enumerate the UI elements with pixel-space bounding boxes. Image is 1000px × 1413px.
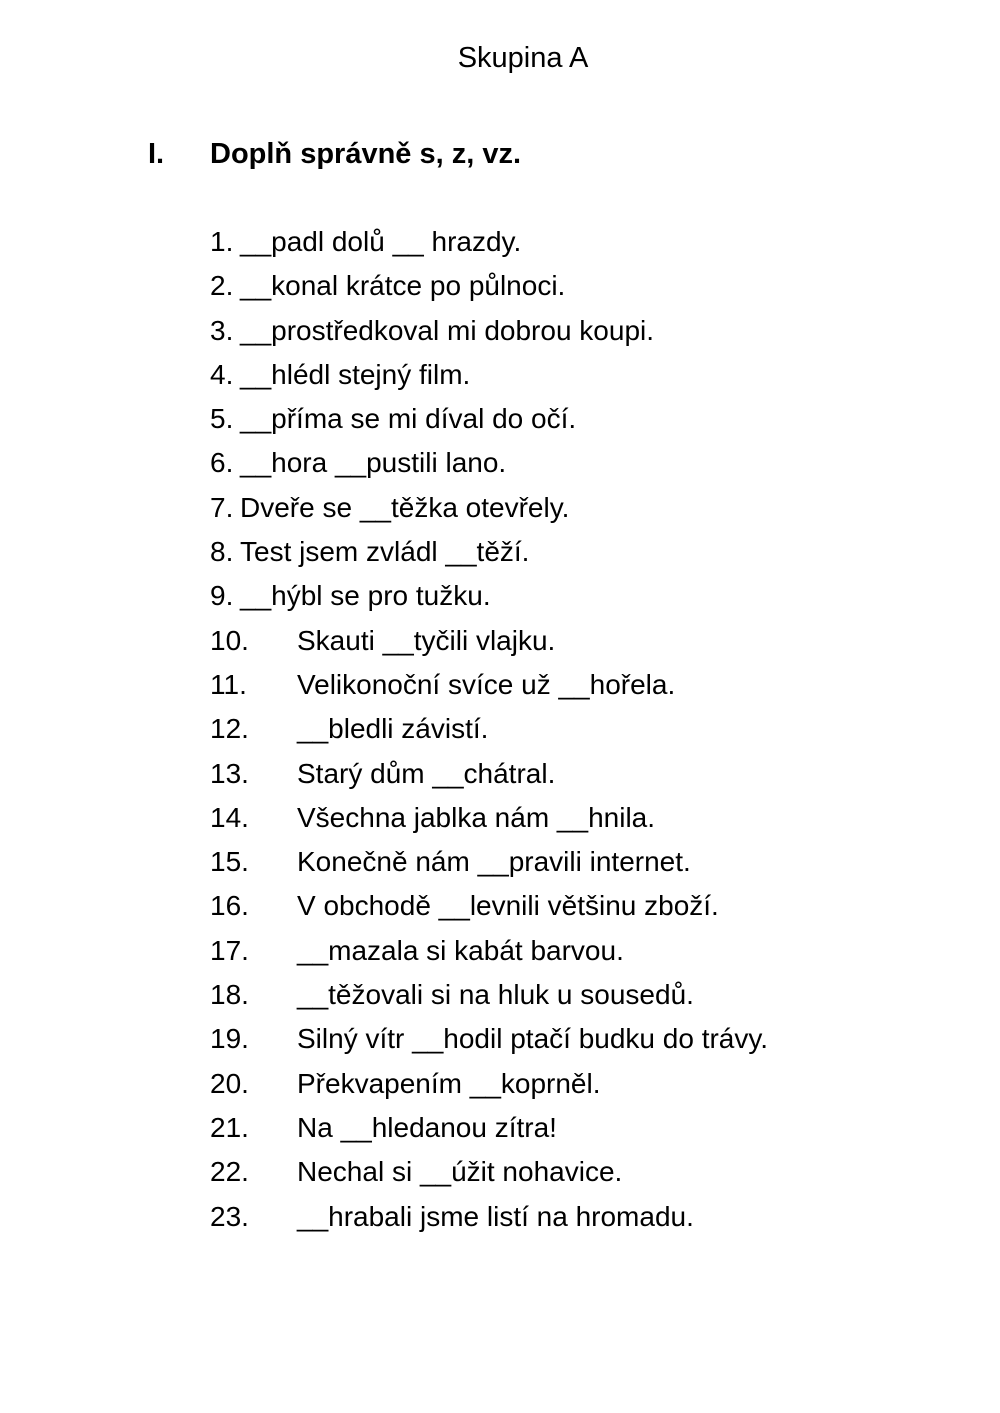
exercise-item-number: 22. xyxy=(210,1156,249,1188)
exercise-item-text: __padl dolů __ hrazdy. xyxy=(240,226,522,257)
exercise-item xyxy=(210,397,768,441)
exercise-item xyxy=(210,796,768,840)
section-number: I. xyxy=(148,138,165,170)
exercise-item-text: Starý dům __chátral. xyxy=(297,757,556,789)
exercise-item xyxy=(210,353,768,397)
exercise-item-text: __prostředkoval mi dobrou koupi. xyxy=(240,314,655,346)
exercise-item-text: Nechal si __úžit nohavice. xyxy=(297,1156,623,1188)
exercise-item xyxy=(210,1062,768,1106)
exercise-item-number: 12. xyxy=(210,713,249,745)
exercise-item-text: V obchodě __levnili většinu zboží. xyxy=(297,890,719,922)
exercise-item-text: Na __hledanou zítra! xyxy=(297,1111,557,1143)
exercise-item-number: 11. xyxy=(210,668,247,700)
exercise-item-number: 10. xyxy=(210,624,249,656)
exercise-item xyxy=(210,929,768,973)
exercise-item-text: __hýbl se pro tužku. xyxy=(240,580,491,612)
exercise-item-text: Silný vítr __hodil ptačí budku do trávy. xyxy=(297,1023,769,1055)
exercise-item xyxy=(210,840,768,884)
exercise-item-number: 13. xyxy=(210,757,249,789)
exercise-item-text: __hora __pustili lano. xyxy=(240,447,507,479)
section-instruction: Doplň správně s, z, vz. xyxy=(210,138,522,170)
exercise-item-number: 2. xyxy=(210,270,234,302)
exercise-item xyxy=(210,1017,768,1061)
exercise-item xyxy=(210,574,768,618)
exercise-item-text: Test jsem zvládl __těží. xyxy=(240,536,530,568)
exercise-item xyxy=(210,309,768,353)
exercise-item-number: 8. xyxy=(210,536,234,568)
exercise-item-text: __hrabali jsme listí na hromadu. xyxy=(297,1200,694,1232)
exercise-item-number: 21. xyxy=(210,1111,249,1143)
exercise-item xyxy=(210,220,768,264)
exercise-item-text: __hlédl stejný film. xyxy=(240,358,471,390)
section-heading xyxy=(148,134,521,174)
exercise-item-number: 19. xyxy=(210,1023,249,1055)
exercise-item-text: Všechna jablka nám __hnila. xyxy=(297,801,656,833)
exercise-item-text: __příma se mi díval do očí. xyxy=(240,403,577,435)
exercise-item-text: __těžovali si na hluk u sousedů. xyxy=(297,979,694,1011)
exercise-item-number: 5. xyxy=(210,403,234,435)
exercise-item-text: Konečně nám __pravili internet. xyxy=(297,846,691,878)
exercise-item-number: 20. xyxy=(210,1067,249,1099)
exercise-item xyxy=(210,619,768,663)
exercise-item-text: __bledli závistí. xyxy=(297,713,489,745)
exercise-item xyxy=(210,486,768,530)
exercise-item-text: __mazala si kabát barvou. xyxy=(297,934,624,966)
exercise-item-text: Překvapením __koprněl. xyxy=(297,1067,601,1099)
exercise-item-number: 18. xyxy=(210,979,249,1011)
exercise-item-number: 9. xyxy=(210,580,234,612)
exercise-item xyxy=(210,884,768,928)
exercise-item-number: 14. xyxy=(210,801,249,833)
exercise-item-number: 1. xyxy=(210,226,234,257)
exercise-item-number: 4. xyxy=(210,358,234,390)
exercise-item-number: 6. xyxy=(210,447,234,479)
exercise-item xyxy=(210,973,768,1017)
page-title: Skupina A xyxy=(457,42,589,74)
exercise-item xyxy=(210,1106,768,1150)
exercise-item-number: 16. xyxy=(210,890,249,922)
exercise-list xyxy=(210,220,768,1239)
exercise-item xyxy=(210,530,768,574)
exercise-item xyxy=(210,264,768,308)
exercise-item xyxy=(210,1195,768,1239)
exercise-item-text: __konal krátce po půlnoci. xyxy=(240,270,566,302)
exercise-item-number: 15. xyxy=(210,846,249,878)
exercise-item-number: 7. xyxy=(210,491,234,523)
exercise-item-text: Dveře se __těžka otevřely. xyxy=(240,491,570,523)
exercise-item xyxy=(210,1150,768,1194)
exercise-item xyxy=(210,707,768,751)
exercise-item-text: Skauti __tyčili vlajku. xyxy=(297,624,556,656)
exercise-item-number: 17. xyxy=(210,934,249,966)
exercise-item-text: Velikonoční svíce už __hořela. xyxy=(297,668,676,700)
exercise-item-number: 23. xyxy=(210,1200,249,1232)
exercise-item xyxy=(210,752,768,796)
exercise-item xyxy=(210,663,768,707)
exercise-item-number: 3. xyxy=(210,314,234,346)
exercise-item xyxy=(210,441,768,485)
